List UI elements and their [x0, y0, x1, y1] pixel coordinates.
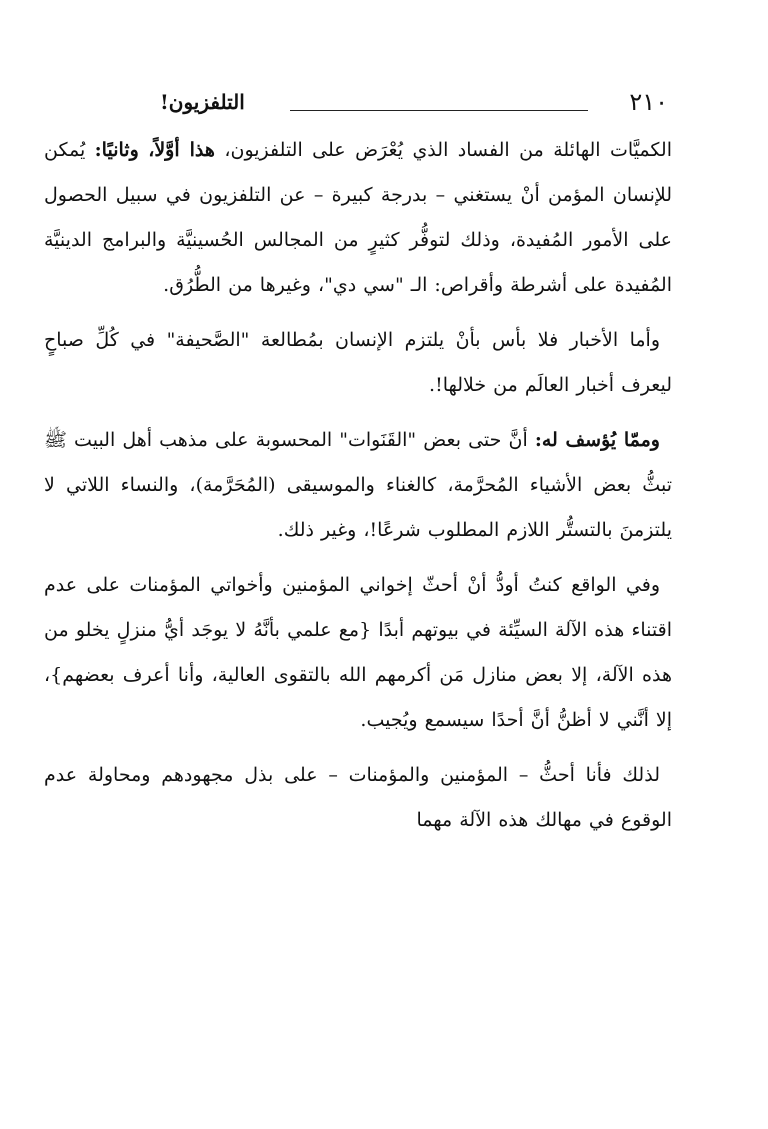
paragraph-4: وفي الواقع كنتُ أودُّ أنْ أحثّ إخواني المؤمنين وأخواتي المؤمنات على عدم اقتناء هذه الآلة السيِّئة في بيوتهم أبدًا {مع علمي بأنَّهُ لا يوجَد أيُّ منزلٍ يخلو من هذه الآلة، إلا بعض منازل مَن أكرمهم الله بالتقوى العالية، وأنا أعرف بعضهم}، إلا أنَّني لا أظنُّ أنَّ أحدًا سيسمع ويُجيب. [44, 574, 672, 731]
page-header [160, 86, 668, 122]
emphasis-second: وثانيًا: [94, 139, 139, 161]
paragraph-text: الكميَّات الهائلة من الفساد الذي يُعْرَض على التلفزيون، [214, 139, 672, 161]
paragraph-1 [44, 128, 672, 308]
body-text [44, 128, 672, 843]
emphasis-lead: وممّا يُؤسف له: [534, 429, 660, 451]
paragraph-text [139, 139, 148, 161]
paragraph-3 [44, 418, 672, 553]
paragraph-text: يُمكن للإنسان المؤمن أنْ يستغني – بدرجة كبيرة – عن التلفزيون في سبيل الحصول على الأمور المُفيدة، وذلك لتوفُّر كثيرٍ من المجالس الحُسينيَّة والبرامج الدينيَّة المُفيدة على أشرطة وأقراص: الـ "سي دي"، وغيرها من الطُّرُق. [44, 139, 672, 296]
page-number: ٢١٠ [629, 88, 668, 116]
header-rule [290, 110, 588, 111]
paragraph-2: وأما الأخبار فلا بأس بأنْ يلتزم الإنسان بمُطالعة "الصَّحيفة" في كُلِّ صباحٍ ليعرف أخبار العالَم من خلالها!. [44, 329, 672, 396]
paragraph-text: أنَّ حتى بعض "القَنَوات" المحسوبة على مذهب أهل البيت ﷺ تبثُّ بعض الأشياء المُحرَّمة، كالغناء والموسيقى (المُحَرَّمة)، والنساء اللاتي لا يلتزمنَ بالتستُّر اللازم المطلوب شرعًا!، وغير ذلك. [44, 429, 672, 541]
emphasis-first: هذا أوَّلاً، [148, 139, 215, 161]
paragraph-5: لذلك فأنا أحثُّ – المؤمنين والمؤمنات – على بذل مجهودهم ومحاولة عدم الوقوع في مهالك هذه الآلة مهما [44, 764, 672, 831]
running-title: التلفزيون! [160, 90, 245, 114]
